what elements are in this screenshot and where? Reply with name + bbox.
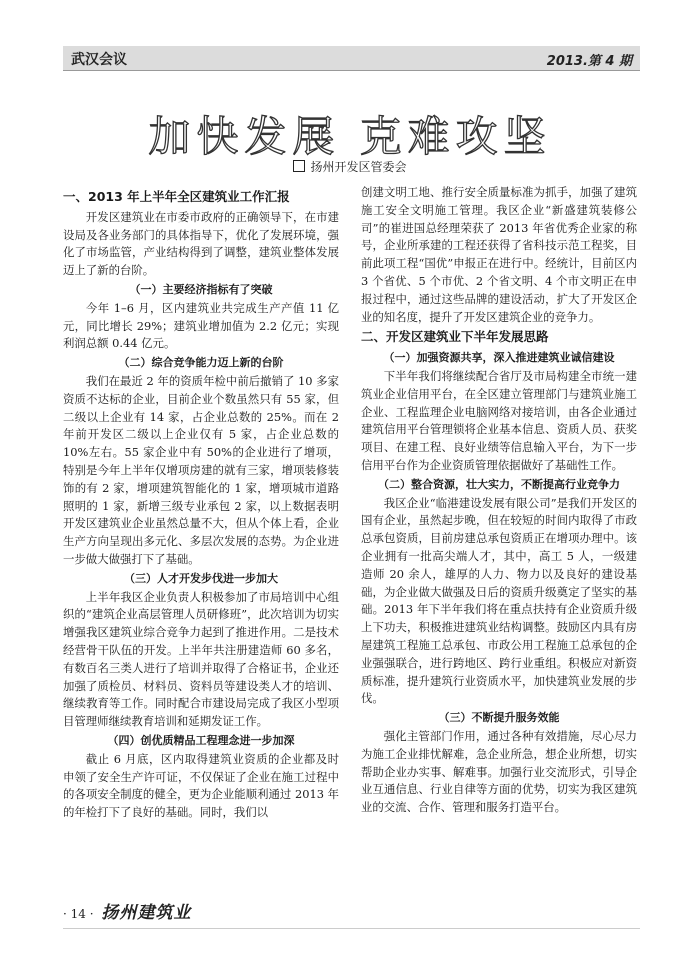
section-heading: 二、开发区建筑业下半年发展思路 [361, 329, 549, 345]
paragraph: 今年 1–6 月，区内建筑业共完成生产产值 11 亿元，同比增长 29%；建筑业增加值为 2.2 亿元；实现利润总额 0.44 亿元。 [63, 300, 339, 351]
issue-number: 2013.第 4 期 [546, 54, 632, 69]
right-column [361, 184, 637, 817]
section-heading: 一、2013 年上半年全区建筑业工作汇报 [63, 189, 290, 204]
left-column [63, 186, 339, 822]
subheading: （一）加强资源共享，深入推进建筑业诚信建设 [383, 351, 615, 365]
page-number: · 14 · [63, 907, 94, 921]
byline [0, 158, 700, 175]
paragraph: 截止 6 月底，区内取得建筑业资质的企业都及时申领了安全生产许可证，不仅保证了企业在施工过程中的各项安全制度的健全，更为企业能顺利通过 2013 年的年检打下了良好的基础。同时，我们以 [63, 751, 339, 820]
paragraph: 我们在最近 2 年的资质年检中前后撤销了 10 多家资质不达标的企业，目前企业个数虽然只有 55 家，但二级以上企业有 14 家，占企业总数的 25%。而在 2 年前开发区二级以上企业仅有 5 家，占企业总数的 10%左右。55 家企业中有 50%的企业进行了增项，特别是今年上半年仅增项房建的就有三家，增项装修装饰的有 2 家，增项建筑智能化的 1 家，增项城市道路照明的 1 家，新增三级专业承包 2 家，以上数据表明开发区建筑业企业虽然总量不大，但从个体上看，企业生产方向呈现出多元化、多层次发展的态势。为企业进一步做大做强打下了基础。 [63, 373, 339, 566]
paragraph: 下半年我们将继续配合省厅及市局构建全市统一建筑业企业信用平台，在全区建立管理部门与建筑业施工企业、工程监理企业电脑网络对接培训，由各企业通过建筑信用平台管理锁将企业基本信息、资质人员、获奖项目、在建工程、良好业绩等信息输入平台，为下一步信用平台作为企业资质管理依据做好了基础性工作。 [361, 368, 637, 472]
paragraph: 创建文明工地、推行安全质量标准为抓手，加强了建筑施工安全文明施工管理。我区企业“新盛建筑装修公司”的崔进国总经理荣获了 2013 年省优秀企业家的称号，企业所承建的工程还获得了省科技示范工程奖，目前此项工程“国优”申报正在进行中。经统计，目前区内 3 个省优、5 个市优、2 个省文明、4 个市文明正在申报过程中，通过这些品牌的建设活动，扩大了开发区企业的知名度，提升了开发区建筑企业的竞争力。 [361, 185, 637, 324]
subheading: （二）综合竞争能力迈上新的台阶 [118, 356, 284, 370]
subheading: （三）人才开发步伐进一步加大 [124, 571, 278, 585]
paragraph: 开发区建筑业在市委市政府的正确领导下，在市建设局及各业务部门的具体指导下，优化了发展环境，强化了市场监管，产业结构得到了调整，建筑业整体发展迈上了新的台阶。 [63, 209, 339, 278]
paragraph: 强化主管部门作用，通过各种有效措施，尽心尽力为施工企业排忧解难，急企业所急，想企业所想，切实帮助企业办实事、解难事。加强行业交流形式，引导企业互通信息、行业自律等方面的优势，切实为我区建筑业的交流、合作、管理和服务打造平台。 [361, 728, 637, 815]
divider [63, 928, 640, 929]
paragraph: 我区企业“临港建设发展有限公司”是我们开发区的国有企业，虽然起步晚，但在较短的时间内取得了市政总承包资质，目前房建总承包资质正在增项办理中。该企业拥有一批高尖端人才，其中，高工 5 人，一级建造师 20 余人，雄厚的人力、物力以及良好的建设基础，为企业做大做强及日后的资质升级奠定了坚实的基础。2013 年下半年我们将在重点扶持有企业资质升级上下功夫，积极推进建筑业结构调整。鼓励区内具有房屋建筑工程施工总承包、市政公用工程施工总承包的企业强强联合，进行跨地区、跨行业重组。积极应对新资质标准，提升建筑行业资质水平，加快建筑业发展的步伐。 [361, 495, 637, 706]
article-title: 加快发展 克难攻坚 [148, 112, 552, 161]
subheading: （一）主要经济指标有了突破 [129, 282, 273, 296]
subheading: （三）不断提升服务效能 [438, 711, 560, 725]
magazine-logo: 扬州建筑业 [101, 903, 192, 923]
page-footer [63, 898, 191, 923]
running-header [63, 46, 640, 71]
paragraph: 上半年我区企业负责人积极参加了市局培训中心组织的“建筑企业高层管理人员研修班”，此次培训为切实增强我区建筑业综合竞争力起到了推进作用。二是技术经营骨干队伍的开发。上半年共注册建造师 60 多名，有数百名三类人进行了培训并取得了合格证书，企业还加强了质检员、材料员、资料员等建设类人才的培训、继续教育等工作。同时配合市建设局完成了我区小型项目管理师继续教育培训和延期发证工作。 [63, 589, 339, 729]
subheading: （四）创优质精品工程理念进一步加深 [107, 733, 295, 747]
author-name: 扬州开发区管委会 [310, 160, 407, 174]
square-bullet-icon [293, 160, 305, 172]
subheading: （二）整合资源，壮大实力，不断提高行业竞争力 [378, 477, 620, 491]
journal-name: 武汉会议 [71, 52, 127, 68]
